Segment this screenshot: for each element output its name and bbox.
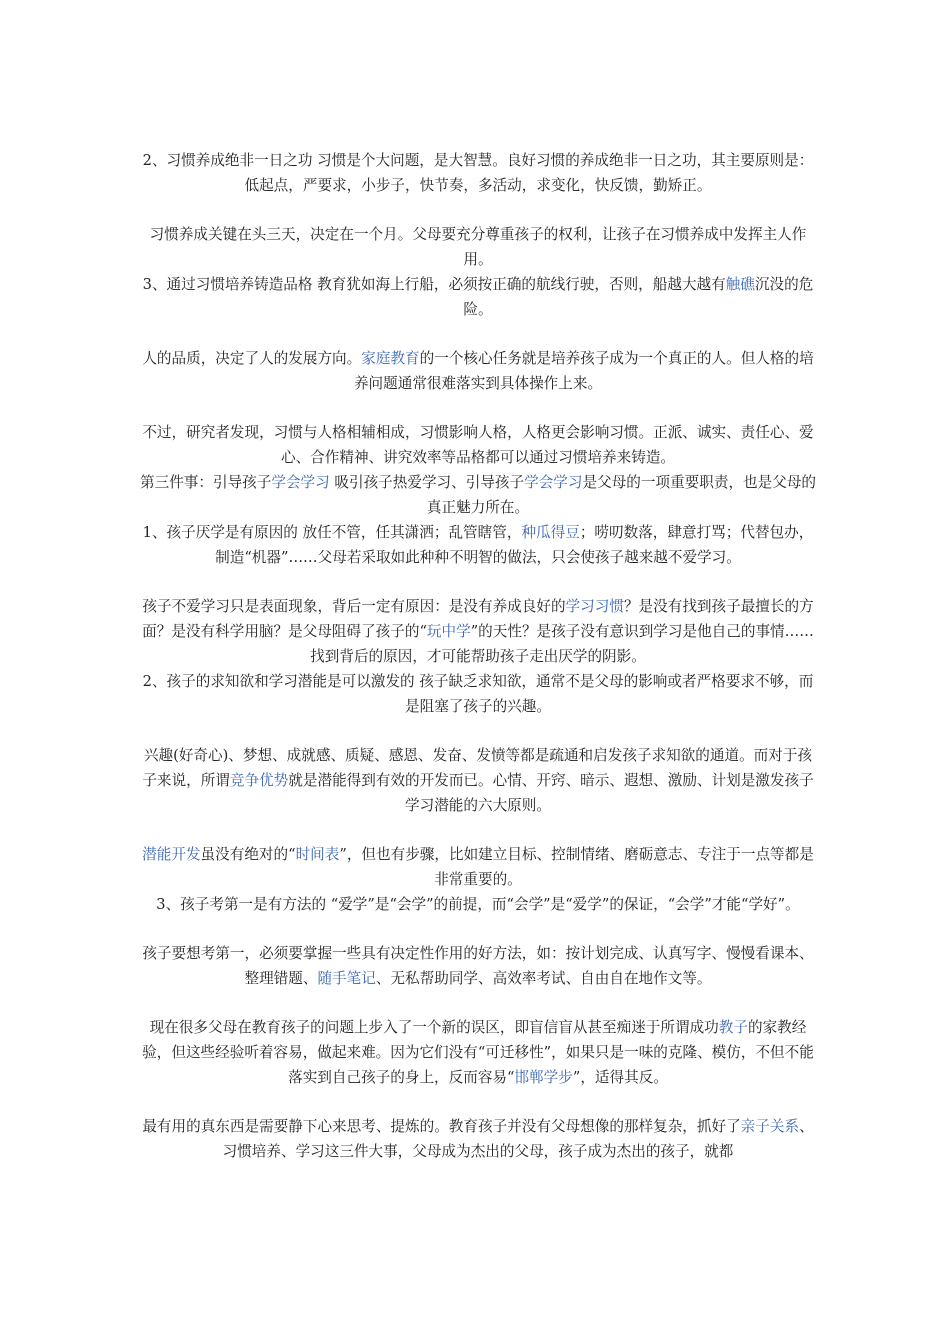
paragraph-text: ”，适得其反。 [572,1069,668,1086]
paragraph-text: 是父母的一项重要职责，也是父母的真正魅力所在。 [426,474,817,516]
paragraph-text: 不过，研究者发现，习惯与人格相辅相成，习惯影响人格，人格更会影响习惯。正派、诚实、责任心、爱心、合作精神、讲究效率等品格都可以通过习惯培养来铸造。 [142,424,814,466]
keyword-link[interactable]: 触礁 [725,276,755,293]
keyword-link[interactable]: 随手笔记 [317,970,376,987]
paragraph [140,594,816,669]
paragraph-text: 第三件事：引导孩子 [140,474,272,491]
paragraph [140,272,816,322]
paragraph-text: 习惯养成关键在头三天，决定在一个月。父母要充分尊重孩子的权利，让孩子在习惯养成中发挥主人作用。 [149,226,807,268]
paragraph-text: 2、孩子的求知欲和学习潜能是可以激发的 孩子缺乏求知欲，通常不是父母的影响或者严格要求不够，而是阻塞了孩子的兴趣。 [142,673,814,715]
paragraph-text: ？是没有找到孩子最擅长的方面？是没有科学用脑？是父母阻碍了孩子的“ [142,598,814,640]
paragraph [140,1114,816,1164]
paragraph [140,669,816,719]
paragraph-text: 3、孩子考第一是有方法的 “爱学”是“会学”的前提，而“会学”是“爱学”的保证，“会学”才能“学好”。 [156,896,800,913]
paragraph-spacer [140,991,816,1015]
keyword-link[interactable]: 学会学习 [271,474,330,491]
keyword-link[interactable]: 教子 [718,1019,748,1036]
keyword-link[interactable]: 学会学习 [524,474,583,491]
paragraph-text: 的家教经验，但这些经验听着容易，做起来难。因为它们没有“可迁移性”，如果只是一味的克隆、模仿，不但不能落实到自己孩子的身上，反而容易“ [142,1019,814,1086]
paragraph-text: 孩子要想考第一，必须要掌握一些具有决定性作用的好方法，如：按计划完成、认真写字、慢慢看课本、整理错题、 [142,945,814,987]
paragraph-text: 现在很多父母在教育孩子的问题上步入了一个新的误区，即盲信盲从甚至痴迷于所谓成功 [149,1019,719,1036]
keyword-link[interactable]: 玩中学 [426,623,471,640]
keyword-link[interactable]: 时间表 [295,846,340,863]
paragraph [140,892,816,917]
paragraph-text: ”的天性？是孩子没有意识到学习是他自己的事情…… 找到背后的原因，才可能帮助孩子走出厌学的阴影。 [310,623,814,665]
paragraph-spacer [140,396,816,420]
paragraph [140,941,816,991]
paragraph-text: 、无私帮助同学、高效率考试、自由自在地作文等。 [375,970,712,987]
paragraph [140,148,816,198]
paragraph-text: 1、孩子厌学是有原因的 放任不管，任其潇洒；乱管瞎管， [142,524,522,541]
paragraph [140,1015,816,1090]
paragraph-text: ”，但也有步骤，比如建立目标、控制情绪、磨砺意志、专注于一点等都是非常重要的。 [339,846,814,888]
paragraph-spacer [140,1090,816,1114]
keyword-link[interactable]: 家庭教育 [361,350,420,367]
paragraph-spacer [140,198,816,222]
paragraph-text: 虽没有绝对的“ [200,846,296,863]
keyword-link[interactable]: 种瓜得豆 [521,524,580,541]
paragraph-text: 就是潜能得到有效的开发而已。心情、开窍、暗示、遐想、激励、计划是激发孩子学习潜能的六大原则。 [288,772,814,814]
paragraph [140,842,816,892]
document-body [140,148,816,1164]
keyword-link[interactable]: 邯郸学步 [514,1069,573,1086]
paragraph-text: 2、习惯养成绝非一日之功 习惯是个大问题，是大智慧。良好习惯的养成绝非一日之功，其主要原则是：低起点，严要求，小步子，快节奏，多活动，求变化，快反馈，勤矫正。 [142,152,814,194]
paragraph [140,222,816,272]
paragraph-text: ；唠叨数落，肆意打骂；代替包办，制造“机器”……父母若采取如此种种不明智的做法，只会使孩子越来越不爱学习。 [215,524,814,566]
keyword-link[interactable]: 潜能开发 [142,846,201,863]
paragraph [140,470,816,520]
paragraph-text: 3、通过习惯培养铸造品格 教育犹如海上行船，必须按正确的航线行驶，否则，船越大越有 [142,276,726,293]
paragraph-spacer [140,719,816,743]
paragraph [140,743,816,818]
paragraph [140,420,816,470]
keyword-link[interactable]: 学习习惯 [565,598,624,615]
keyword-link[interactable]: 竞争优势 [229,772,289,789]
paragraph-text: 孩子不爱学习只是表面现象，背后一定有原因：是没有养成良好的 [142,598,566,615]
paragraph-spacer [140,917,816,941]
paragraph-spacer [140,322,816,346]
paragraph-text: 的一个核心任务就是培养孩子成为一个真正的人。但人格的培养问题通常很难落实到具体操作上来。 [353,350,814,392]
paragraph-text: 人的品质，决定了人的发展方向。 [142,350,362,367]
paragraph-text: 最有用的真东西是需要静下心来思考、提炼的。教育孩子并没有父母想像的那样复杂，抓好了 [142,1118,741,1135]
paragraph-text: 、习惯培养、学习这三件大事，父母成为杰出的父母，孩子成为杰出的孩子，就都 [222,1118,814,1160]
paragraph-text: 沉没的危险。 [463,276,814,318]
paragraph-spacer [140,818,816,842]
paragraph-spacer [140,570,816,594]
keyword-link[interactable]: 亲子关系 [740,1118,800,1135]
paragraph-text: 吸引孩子热爱学习、引导孩子 [329,474,525,491]
paragraph [140,346,816,396]
paragraph-text: 兴趣(好奇心)、梦想、成就感、质疑、感恩、发奋、发愤等都是疏通和启发孩子求知欲的通道。而对于孩子来说，所谓 [142,747,813,789]
paragraph [140,520,816,570]
